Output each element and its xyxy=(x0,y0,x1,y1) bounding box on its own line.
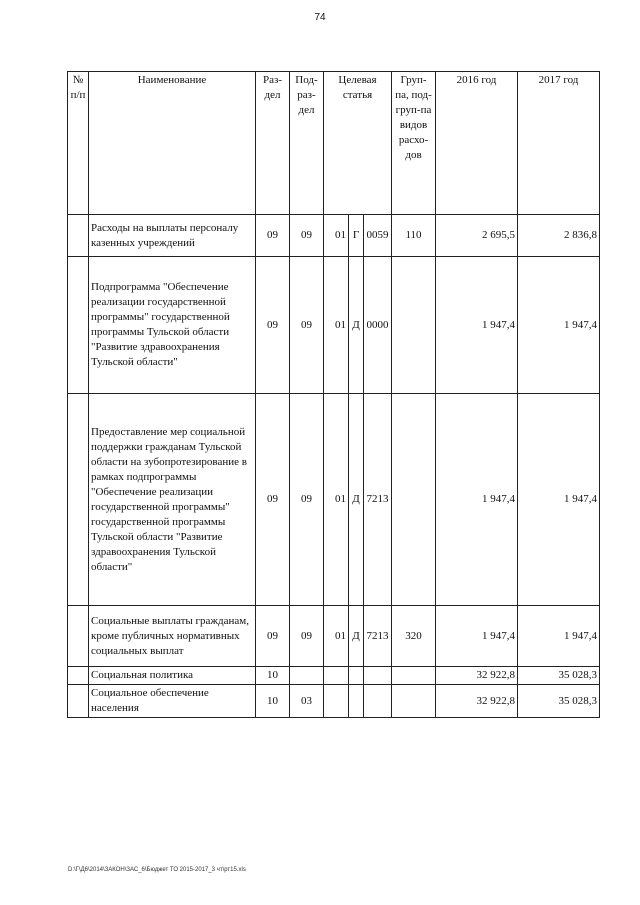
row-subsection: 09 xyxy=(290,215,324,257)
row-name: Подпрограмма "Обеспечение реализации государственной программы" государственной программы Тульской области "Развитие здравоохранения Тульской области" xyxy=(89,257,256,394)
row-subsection: 09 xyxy=(290,394,324,606)
row-expense-group: 320 xyxy=(392,606,436,667)
row-2016: 32 922,8 xyxy=(436,685,518,718)
row-name: Социальное обеспечение населения xyxy=(89,685,256,718)
row-target-subprogram xyxy=(349,667,364,685)
row-target-code xyxy=(364,667,392,685)
header-target-article: Целевая статья xyxy=(324,72,392,215)
row-section: 09 xyxy=(256,606,290,667)
table-row xyxy=(68,667,600,685)
page-number: 74 xyxy=(314,12,326,23)
row-target-code: 0000 xyxy=(364,257,392,394)
row-target-subprogram: Д xyxy=(349,606,364,667)
header-num: № п/п xyxy=(68,72,89,215)
table-row xyxy=(68,257,600,394)
row-subsection xyxy=(290,667,324,685)
file-path-footer: D:\Г\Д6\2014\ЗАКОН\ЗАС_6\Бюджет ТО 2015-2017_3 чт\рт15.xls xyxy=(68,867,246,873)
row-target-program: 01 xyxy=(324,606,349,667)
header-2016: 2016 год xyxy=(436,72,518,215)
row-target-code xyxy=(364,685,392,718)
row-target-subprogram: Д xyxy=(349,257,364,394)
row-2017: 1 947,4 xyxy=(518,606,600,667)
row-target-subprogram: Д xyxy=(349,394,364,606)
row-2017: 2 836,8 xyxy=(518,215,600,257)
row-subsection: 09 xyxy=(290,257,324,394)
row-expense-group xyxy=(392,257,436,394)
header-section: Раз-дел xyxy=(256,72,290,215)
row-2017: 1 947,4 xyxy=(518,257,600,394)
row-expense-group xyxy=(392,667,436,685)
table-header-row xyxy=(68,72,600,215)
row-expense-group xyxy=(392,685,436,718)
row-target-subprogram xyxy=(349,685,364,718)
header-subsection: Под-раз-дел xyxy=(290,72,324,215)
table-row xyxy=(68,394,600,606)
row-section: 09 xyxy=(256,215,290,257)
header-expense-group: Груп-па, под-груп-па видов расхо-дов xyxy=(392,72,436,215)
row-target-program: 01 xyxy=(324,257,349,394)
row-target-code: 7213 xyxy=(364,606,392,667)
row-2016: 1 947,4 xyxy=(436,394,518,606)
row-section: 10 xyxy=(256,685,290,718)
budget-table xyxy=(67,71,600,718)
row-subsection: 09 xyxy=(290,606,324,667)
row-2016: 32 922,8 xyxy=(436,667,518,685)
row-target-program xyxy=(324,685,349,718)
row-expense-group xyxy=(392,394,436,606)
row-target-program: 01 xyxy=(324,215,349,257)
table-row xyxy=(68,606,600,667)
row-name: Предоставление мер социальной поддержки гражданам Тульской области на зубопротезирование в рамках подпрограммы "Обеспечение реализации государственной программы" государственной программы Тульской области "Развитие здравоохранения Тульской области" xyxy=(89,394,256,606)
row-section: 10 xyxy=(256,667,290,685)
row-2017: 35 028,3 xyxy=(518,667,600,685)
header-2017: 2017 год xyxy=(518,72,600,215)
table-row xyxy=(68,215,600,257)
row-2016: 2 695,5 xyxy=(436,215,518,257)
row-target-code: 7213 xyxy=(364,394,392,606)
row-name: Социальные выплаты гражданам, кроме публичных нормативных социальных выплат xyxy=(89,606,256,667)
row-2016: 1 947,4 xyxy=(436,606,518,667)
row-2016: 1 947,4 xyxy=(436,257,518,394)
row-expense-group: 110 xyxy=(392,215,436,257)
header-name: Наименование xyxy=(89,72,256,215)
row-target-program: 01 xyxy=(324,394,349,606)
row-target-subprogram: Г xyxy=(349,215,364,257)
row-section: 09 xyxy=(256,394,290,606)
row-section: 09 xyxy=(256,257,290,394)
row-subsection: 03 xyxy=(290,685,324,718)
row-name: Социальная политика xyxy=(89,667,256,685)
row-2017: 35 028,3 xyxy=(518,685,600,718)
row-target-program xyxy=(324,667,349,685)
row-target-code: 0059 xyxy=(364,215,392,257)
row-2017: 1 947,4 xyxy=(518,394,600,606)
table-row xyxy=(68,685,600,718)
row-name: Расходы на выплаты персоналу казенных учреждений xyxy=(89,215,256,257)
